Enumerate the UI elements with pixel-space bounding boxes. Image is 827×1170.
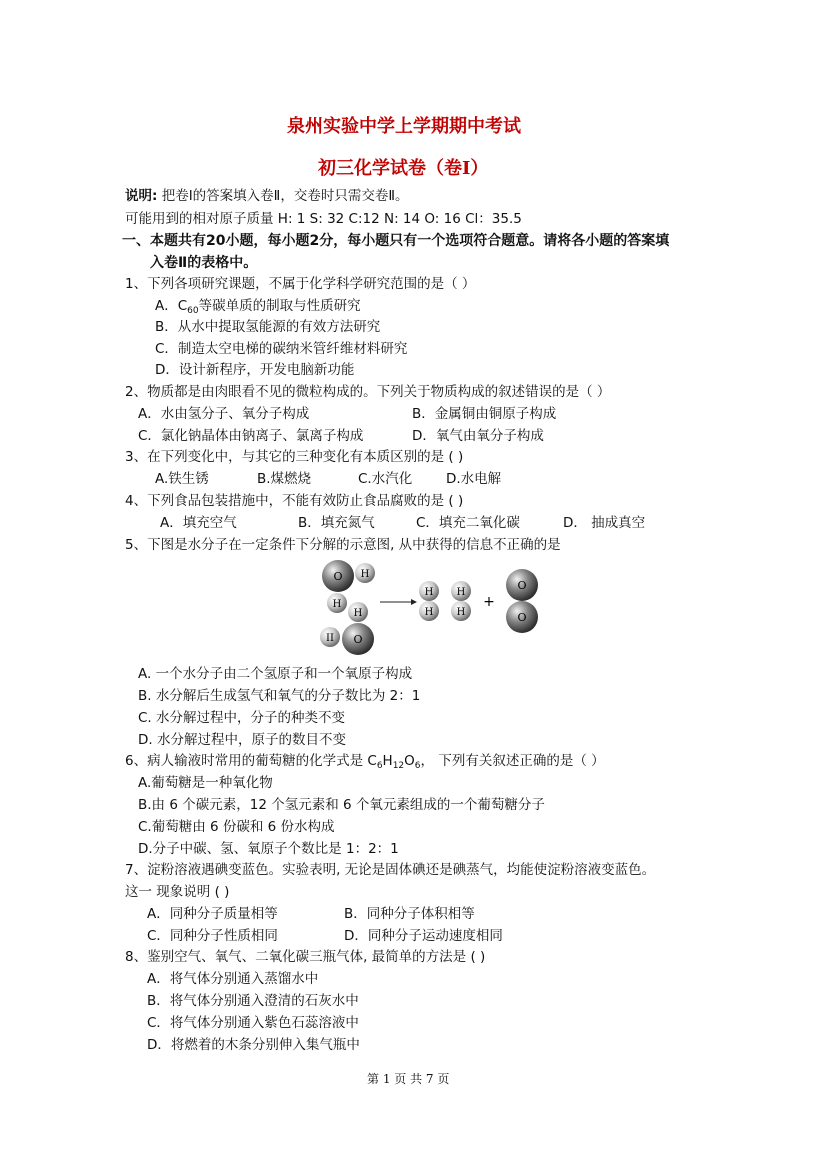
section-heading-line1: 一、本题共有20小题，每小题2分，每小题只有一个选项符合题意。请将各小题的答案填: [122, 233, 670, 249]
question-8-stem: 8、鉴别空气、氧气、二氧化碳三瓶气体, 最简单的方法是 ( ): [125, 949, 486, 965]
question-6-option-a: A.葡萄糖是一种氧化物: [138, 775, 273, 791]
q6-formula-o: O: [404, 753, 415, 769]
question-1-stem: 1、下列各项研究课题，不属于化学科学研究范围的是（ ）: [125, 276, 476, 292]
question-4-option-b: B．填充氮气: [298, 515, 375, 531]
page-footer: 第 1 页 共 7 页: [367, 1072, 450, 1086]
page-title: 泉州实验中学上学期期中考试: [287, 116, 521, 137]
atom-label: H: [353, 608, 363, 619]
question-1-option-c: C．制造太空电梯的碳纳米管纤维材料研究: [155, 341, 408, 357]
atom-label: H: [424, 607, 434, 618]
water-decomposition-diagram: [316, 558, 546, 658]
question-7-option-d: D．同种分子运动速度相同: [344, 928, 503, 944]
atom-label: O: [353, 633, 363, 646]
atom-label: H: [424, 587, 434, 598]
atom-label: O: [517, 611, 527, 624]
atom-label: H: [456, 587, 466, 598]
question-5-option-d: D. 水分解过程中，原子的数目不变: [138, 732, 346, 748]
water-molecule-2: [327, 593, 368, 622]
question-6-option-d: D.分子中碳、氢、氧原子个数比是 1：2：1: [138, 841, 399, 857]
plus-sign: +: [483, 594, 495, 610]
question-3-option-d: D.水电解: [446, 471, 502, 487]
atom-label: H: [456, 607, 466, 618]
question-7-stem-line2: 这一 现象说明 ( ): [125, 884, 230, 900]
q1-a-prefix: A．C: [155, 298, 188, 314]
question-8-option-b: B．将气体分别通入澄清的石灰水中: [147, 993, 359, 1009]
reaction-arrow-icon: [380, 599, 417, 605]
q6-formula-sub: 6: [376, 761, 383, 771]
question-5-option-c: C. 水分解过程中，分子的种类不变: [138, 710, 346, 726]
water-molecule-1: [322, 560, 375, 592]
question-6-option-c: C.葡萄糖由 6 份碳和 6 份水构成: [138, 819, 335, 835]
question-8-option-c: C．将气体分别通入紫色石蕊溶液中: [147, 1015, 359, 1031]
question-4-option-c: C．填充二氧化碳: [416, 515, 520, 531]
water-molecule-3: [320, 623, 374, 655]
atom-label: H: [332, 599, 342, 610]
atom-label: O: [333, 570, 343, 583]
question-7-option-b: B．同种分子体积相等: [344, 906, 475, 922]
question-4-stem: 4、下列食品包装措施中，不能有效防止食品腐败的是 ( ): [125, 493, 464, 509]
q6-stem-post: ， 下列有关叙述正确的是（ ）: [420, 753, 605, 769]
question-2-option-c: C．氯化钠晶体由钠离子、氯离子构成: [138, 428, 364, 444]
note-label: 说明:: [125, 188, 158, 204]
question-7-option-a: A．同种分子质量相等: [147, 906, 278, 922]
question-8-option-d: D．将燃着的木条分别伸入集气瓶中: [147, 1037, 360, 1053]
atomic-mass-line: 可能用到的相对原子质量 H: 1 S: 32 C:12 N: 14 O: 16 Cl：35.5: [125, 211, 522, 227]
q1-a-subscript: 60: [187, 306, 199, 316]
question-3-stem: 3、在下列变化中，与其它的三种变化有本质区别的是 ( ): [125, 449, 464, 465]
question-4-option-a: A．填充空气: [160, 515, 237, 531]
q1-a-rest: 等碳单质的制取与性质研究: [198, 298, 361, 314]
page-subtitle: 初三化学试卷（卷Ⅰ）: [318, 158, 489, 179]
section-heading-line2: 入卷Ⅱ的表格中。: [150, 255, 258, 271]
question-3-option-b: B.煤燃烧: [257, 471, 312, 487]
question-3-option-a: A.铁生锈: [155, 471, 209, 487]
q6-formula-sub: 6: [414, 761, 421, 771]
question-7-option-c: C．同种分子性质相同: [147, 928, 278, 944]
question-2-option-a: A．水由氢分子、氧分子构成: [138, 406, 310, 422]
question-5-option-a: A. 一个水分子由二个氢原子和一个氧原子构成: [138, 666, 413, 682]
oxygen-molecule: [506, 569, 538, 633]
atom-label: O: [517, 579, 527, 592]
q6-formula-h: H: [382, 753, 393, 769]
q6-formula-sub: 12: [392, 761, 405, 771]
note-line: [125, 186, 408, 206]
atom-label: II: [326, 633, 334, 644]
q6-stem-pre: 6、病人输液时常用的葡萄糖的化学式是 C: [125, 753, 377, 769]
question-6-option-b: B.由 6 个碳元素，12 个氢元素和 6 个氧元素组成的一个葡萄糖分子: [138, 797, 545, 813]
question-4-option-d: D． 抽成真空: [563, 515, 646, 531]
atom-label: H: [360, 569, 370, 580]
note-text: 把卷Ⅰ的答案填入卷Ⅱ，交卷时只需交卷Ⅱ。: [161, 188, 409, 204]
question-3-option-c: C.水汽化: [358, 471, 413, 487]
hydrogen-molecule-2: [451, 581, 471, 621]
hydrogen-molecule-1: [419, 581, 439, 621]
question-7-stem-line1: 7、淀粉溶液遇碘变蓝色。实验表明, 无论是固体碘还是碘蒸气，均能使淀粉溶液变蓝色。: [125, 862, 656, 878]
question-8-option-a: A．将气体分别通入蒸馏水中: [147, 971, 319, 987]
question-1-option-d: D．设计新程序，开发电脑新功能: [155, 362, 355, 378]
question-2-stem: 2、物质都是由肉眼看不见的微粒构成的。下列关于物质构成的叙述错误的是（ ）: [125, 384, 611, 400]
question-2-option-b: B．金属铜由铜原子构成: [412, 406, 557, 422]
question-5-stem: 5、下图是水分子在一定条件下分解的示意图, 从中获得的信息不正确的是: [125, 537, 561, 553]
question-2-option-d: D．氧气由氧分子构成: [412, 428, 544, 444]
question-1-option-b: B．从水中提取氢能源的有效方法研究: [155, 319, 381, 335]
question-5-option-b: B. 水分解后生成氢气和氧气的分子数比为 2：1: [138, 688, 421, 704]
